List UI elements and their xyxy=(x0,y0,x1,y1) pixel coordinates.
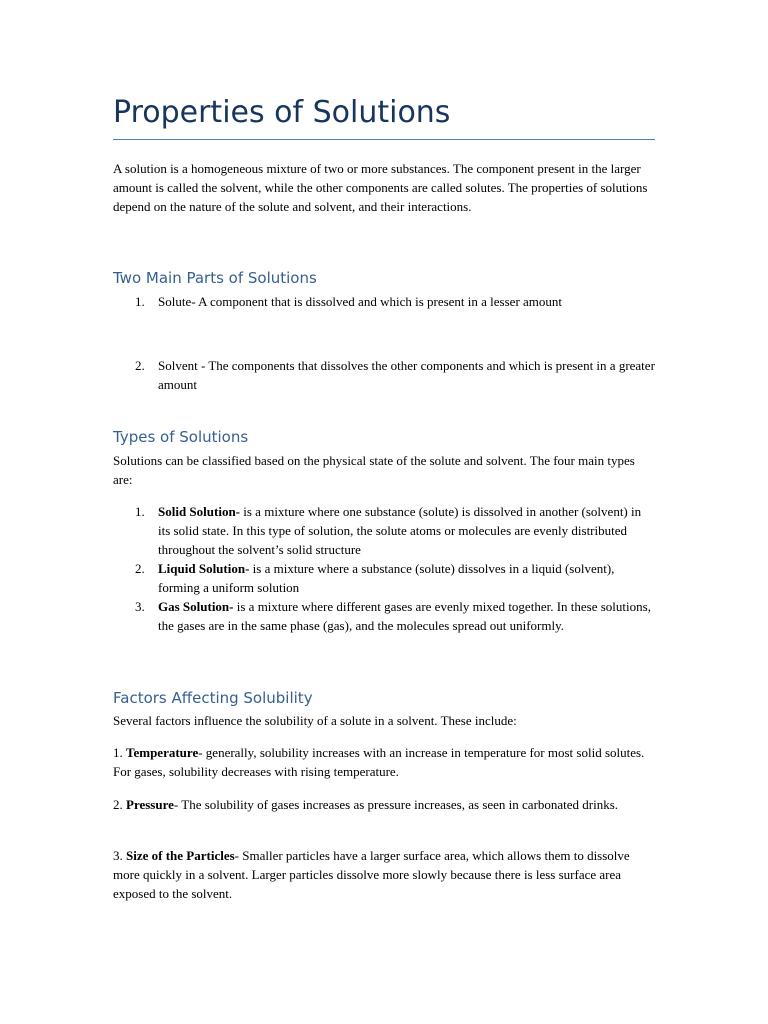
factor-paragraph xyxy=(113,846,655,904)
list-item xyxy=(113,356,655,394)
list-number: 1. xyxy=(135,504,145,519)
factor-number: 2. xyxy=(113,797,126,812)
list-term: Liquid Solution- xyxy=(158,561,250,576)
list-term: Gas Solution- xyxy=(158,599,234,614)
title-underline xyxy=(113,139,655,140)
list-item xyxy=(113,502,655,560)
factor-term: Pressure xyxy=(126,797,174,812)
list-number: 1. xyxy=(135,294,145,309)
section-heading-factors: Factors Affecting Solubility xyxy=(113,689,313,707)
list-item xyxy=(113,559,655,597)
list-term: Solid Solution- xyxy=(158,504,241,519)
factors-intro-paragraph: Several factors influence the solubility of a solute in a solvent. These include: xyxy=(113,713,517,728)
section-heading-parts: Two Main Parts of Solutions xyxy=(113,269,317,287)
list-text: Solute- A component that is dissolved and which is present in a lesser amount xyxy=(158,294,563,309)
factor-number: 1. xyxy=(113,745,126,760)
list-text: is a mixture where different gases are evenly mixed together. In these solutions, the gases are in the same phase (gas), and the molecules spread out uniformly. xyxy=(158,599,651,634)
factor-term: Size of the Particles xyxy=(126,848,235,863)
factor-text: - Smaller particles have a larger surface area, which allows them to dissolve more quickly in a solvent. Larger particles dissolve more slowly because there is less surface area exposed to the solvent. xyxy=(113,848,630,902)
factor-text: - generally, solubility increases with an increase in temperature for most solid solutes. For gases, solubility decreases with rising temperature. xyxy=(113,745,645,780)
page-title: Properties of Solutions xyxy=(113,95,451,130)
list-item xyxy=(113,292,655,311)
list-text: is a mixture where one substance (solute) is dissolved in another (solvent) in its solid state. In this type of solution, the solute atoms or molecules are evenly distributed throughout the solvent’s solid structure xyxy=(158,504,642,558)
factor-paragraph xyxy=(113,795,655,814)
intro-paragraph: A solution is a homogeneous mixture of two or more substances. The component present in the larger amount is called the solvent, while the other components are called solutes. The properties of solutions depend on the nature of the solute and solvent, and their interactions. xyxy=(113,161,648,215)
list-number: 2. xyxy=(135,358,145,373)
list-text: is a mixture where a substance (solute) dissolves in a liquid (solvent), forming a uniform solution xyxy=(158,561,615,596)
section-heading-types: Types of Solutions xyxy=(113,428,249,446)
factor-term: Temperature xyxy=(126,745,199,760)
list-text: Solvent - The components that dissolves the other components and which is present in a greater amount xyxy=(158,358,655,393)
factor-text: - The solubility of gases increases as pressure increases, as seen in carbonated drinks. xyxy=(173,797,619,812)
types-intro-paragraph: Solutions can be classified based on the physical state of the solute and solvent. The four main types are: xyxy=(113,453,635,488)
list-item xyxy=(113,597,655,635)
list-number: 2. xyxy=(135,561,145,576)
factor-paragraph xyxy=(113,743,655,781)
list-number: 3. xyxy=(135,599,145,614)
factor-number: 3. xyxy=(113,848,126,863)
